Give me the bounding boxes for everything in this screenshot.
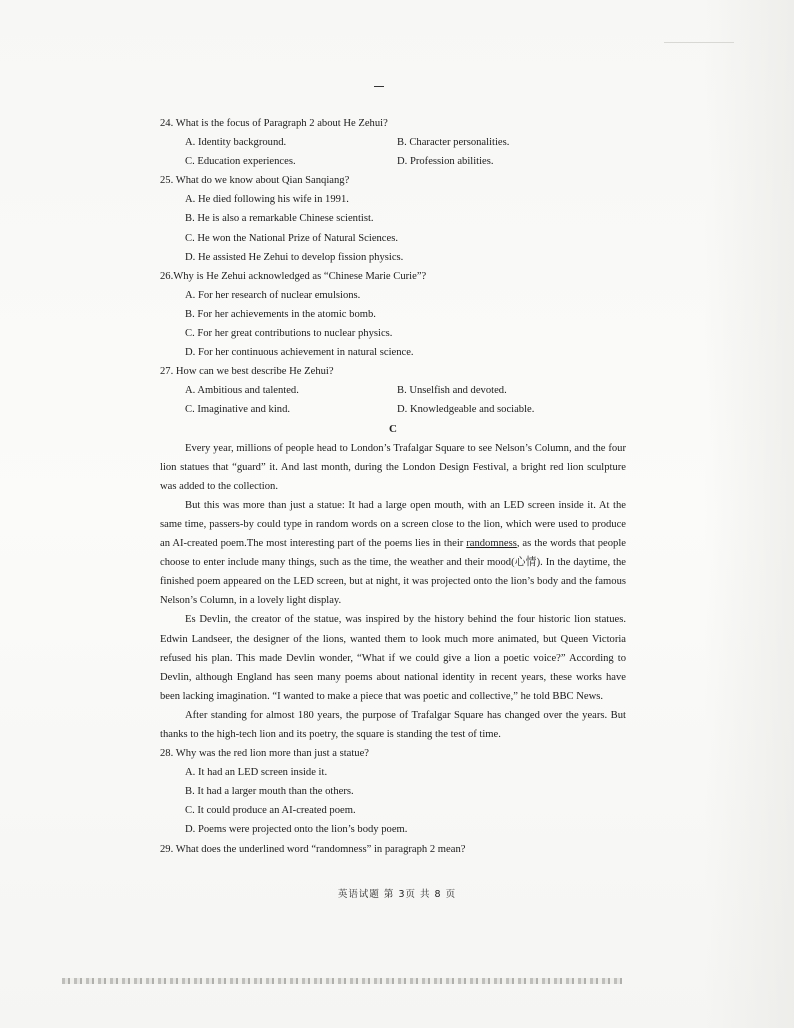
answer-option: B. Character personalities. (397, 137, 510, 149)
answer-option: A. For her research of nuclear emulsions. (185, 289, 361, 301)
paragraph-text: But this was more than just a statue: It had a large open mouth, with an LED screen inside it. At the same time, passers-by could type in random words on a screen close to the lion, which were used to produce an AI-created poem.The most interesting part of the poems lies in their (160, 499, 626, 550)
section-heading: C (389, 422, 397, 435)
passage-paragraph-2 (160, 496, 626, 611)
answer-option: D. Knowledgeable and sociable. (397, 404, 535, 416)
underlined-word: randomness (466, 538, 517, 550)
option-row (160, 381, 626, 400)
question-group-2 (160, 744, 626, 859)
answer-option: D. Poems were projected onto the lion’s body poem. (185, 824, 408, 836)
answer-option: A. Ambitious and talented. (185, 385, 299, 397)
question-stem: 25. What do we know about Qian Sanqiang? (160, 175, 350, 187)
option-row (160, 152, 626, 171)
question-stem: 26.Why is He Zehui acknowledged as “Chinese Marie Curie”? (160, 270, 427, 282)
answer-option: D. For her continuous achievement in natural science. (185, 347, 414, 359)
question-stem: 29. What does the underlined word “randomness” in paragraph 2 mean? (160, 843, 466, 855)
answer-option: C. Imaginative and kind. (185, 404, 291, 416)
page-footer: 英语试题 第 3页 共 8 页 (337, 889, 457, 900)
question-stem: 28. Why was the red lion more than just a statue? (160, 748, 369, 760)
option-row (160, 133, 626, 152)
paragraph-text: , as the words that people choose to enter include many things, such as the time, the weather and their mood(心情). In the daytime, the finished poem appeared on the LED screen, but at night, it was projected onto the lion’s body and the famous Nelson’s Column, in a lovely light display. (160, 538, 626, 607)
answer-option: C. Education experiences. (185, 156, 296, 168)
answer-option: B. He is also a remarkable Chinese scientist. (185, 213, 374, 225)
answer-option: D. Profession abilities. (397, 156, 494, 168)
answer-option: A. It had an LED screen inside it. (185, 767, 328, 779)
answer-option: C. He won the National Prize of Natural Sciences. (185, 232, 398, 244)
answer-option: B. Unselfish and devoted. (397, 385, 507, 397)
question-stem: 24. What is the focus of Paragraph 2 about He Zehui? (160, 118, 388, 129)
question-group-1 (160, 114, 626, 420)
exam-content (160, 114, 626, 859)
passage-paragraph-3: Es Devlin, the creator of the statue, was inspired by the history behind the four historic lion statues. Edwin Landseer, the designer of the lions, wanted them to look much more animated, but Queen Victoria refused his plan. This made Devlin wonder, “What if we could give a lion a poetic voice?” According to Devlin, although England has seen many poems about national identity in recent years, these works have been lacking imagination. “I wanted to make a piece that was poetic and collective,” he told BBC News. (160, 614, 626, 702)
answer-option: A. Identity background. (185, 137, 287, 149)
scan-mark (374, 86, 384, 87)
answer-option: C. For her great contributions to nuclear physics. (185, 328, 393, 340)
option-row (160, 400, 626, 419)
scan-edge-artifact (62, 978, 622, 984)
scan-mark (664, 42, 734, 43)
passage-paragraph-1: Every year, millions of people head to London’s Trafalgar Square to see Nelson’s Column, and the four lion statues that “guard” it. And last month, during the London Design Festival, a bright red lion sculpture was added to the collection. (160, 442, 626, 492)
answer-option: D. He assisted He Zehui to develop fission physics. (185, 251, 404, 263)
answer-option: C. It could produce an AI-created poem. (185, 805, 356, 817)
answer-option: B. It had a larger mouth than the others. (185, 786, 354, 798)
passage-paragraph-4: After standing for almost 180 years, the purpose of Trafalgar Square has changed over the years. But thanks to the high-tech lion and its poetry, the square is standing the test of time. (160, 709, 626, 740)
answer-option: B. For her achievements in the atomic bomb. (185, 308, 376, 320)
question-stem: 27. How can we best describe He Zehui? (160, 366, 334, 378)
scan-shadow (704, 0, 794, 1028)
answer-option: A. He died following his wife in 1991. (185, 194, 349, 206)
